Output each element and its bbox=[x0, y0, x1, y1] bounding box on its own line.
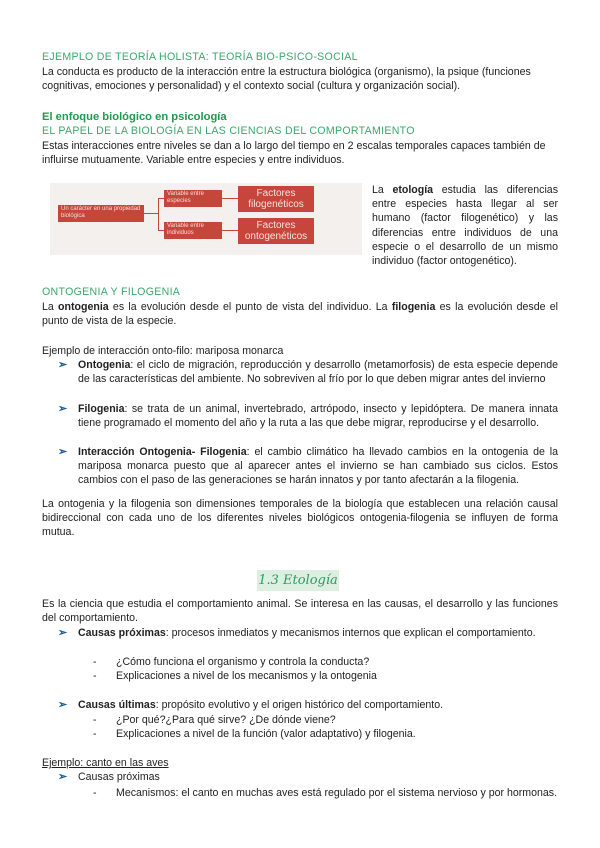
dash-bullet: - bbox=[93, 787, 97, 799]
diagram-onto-box: Factores ontogenéticos bbox=[238, 218, 314, 244]
dash-bullet: - bbox=[93, 728, 97, 740]
dash-bullet: - bbox=[93, 714, 97, 726]
etologia-heading: 1.3 Etología bbox=[257, 570, 339, 591]
etologia-intro: Es la ciencia que estudia el comportamiento animal. Se interesa en las causas, el desarrollo y las funciones del comportamiento. bbox=[42, 598, 558, 625]
proximate-sub-1: - ¿Cómo funciona el organismo y controla la conducta? bbox=[93, 656, 370, 668]
example-sub: - Mecanismos: el canto en muchas aves está regulado por el sistema nervioso y por hormonas. bbox=[93, 787, 558, 799]
bio-text: Estas interacciones entre niveles se dan a lo largo del tiempo en 2 escalas temporales capaces también de influirse mutuamente. Variable entre especies y entre individuos. bbox=[42, 140, 546, 167]
onto-example-title: Ejemplo de interacción onto-filo: mariposa monarca bbox=[42, 345, 284, 357]
onto-closing: La ontogenia y la filogenia son dimensiones temporales de la biología que establecen una relación causal bidireccional con cada uno de los diferentes niveles biológicos ontogenia-filogenia se influyen de forma mutua. bbox=[42, 498, 558, 539]
arrow-bullet-icon: ➢ bbox=[58, 403, 68, 415]
ultimate-sub-1: - ¿Por qué?¿Para qué sirve? ¿De dónde viene? bbox=[93, 714, 336, 726]
diagram-connector bbox=[158, 198, 159, 231]
diagram-mid-top-box: Variable entre especies bbox=[164, 190, 222, 207]
arrow-bullet-icon: ➢ bbox=[58, 446, 68, 458]
dash-bullet: - bbox=[93, 670, 97, 682]
arrow-bullet-icon: ➢ bbox=[58, 699, 68, 711]
holistic-text: La conducta es producto de la interacción entre la estructura biológica (organismo), la psique (funciones cognitivas, emociones y personalidad) y el contexto social (cultura y organización social). bbox=[42, 66, 531, 93]
onto-bullet-1: ➢ Ontogenia: el ciclo de migración, reproducción y desarrollo (metamorfosis) de esta especie depende de las características del ambiente. No sobreviven al frío por lo que deben migrar antes del invierno bbox=[58, 359, 558, 386]
bio-title: El enfoque biológico en psicología bbox=[42, 111, 227, 123]
diagram-mid-bottom-box: Variable entre individuos bbox=[164, 222, 222, 239]
arrow-bullet-icon: ➢ bbox=[58, 771, 68, 783]
onto-definition: La ontogenia es la evolución desde el punto de vista del individuo. La filogenia es la evolución desde el punto de vista de la especie. bbox=[42, 301, 558, 328]
holistic-title: EJEMPLO DE TEORÍA HOLISTA: TEORÍA BIO-PSICO-SOCIAL bbox=[42, 51, 358, 63]
dash-bullet: - bbox=[93, 656, 97, 668]
etologia-side-text: La etología estudia las diferencias entre especies hasta llegar al ser humano (factor filogenético) y las diferencias entre individuos de una especie o el desarrollo de un mismo individuo (factor ontogenético). bbox=[372, 184, 558, 268]
diagram-connector bbox=[222, 230, 238, 231]
arrow-bullet-icon: ➢ bbox=[58, 359, 68, 371]
bio-subtitle: EL PAPEL DE LA BIOLOGÍA EN LAS CIENCIAS DEL COMPORTAMIENTO bbox=[42, 125, 415, 137]
example-item: ➢ Causas próximas bbox=[58, 771, 160, 783]
phylo-onto-diagram bbox=[50, 183, 362, 255]
arrow-bullet-icon: ➢ bbox=[58, 627, 68, 639]
diagram-connector bbox=[222, 198, 238, 199]
proximate-sub-2: - Explicaciones a nivel de los mecanismos y la ontogenia bbox=[93, 670, 377, 682]
onto-bullet-2: ➢ Filogenia: se trata de un animal, invertebrado, artrópodo, insecto y lepidóptera. De manera innata tiene programado el momento del año y la ruta a las que debe migrar, reproducirse y el desarrollo. bbox=[58, 403, 558, 430]
onto-bullet-3: ➢ Interacción Ontogenia- Filogenia: el cambio climático ha llevado cambios en la ontogenia de la mariposa monarca puesto que al aparecer antes el invierno se han cambiado sus ciclos. Estos cambios con el paso de las generaciones se harán innatos y por tanto afectarán a la filogenia. bbox=[58, 446, 558, 487]
etologia-example-title: Ejemplo: canto en las aves bbox=[42, 757, 169, 769]
diagram-left-box: Un carácter en una propiedad biológica bbox=[58, 205, 144, 222]
diagram-phylo-box: Factores filogenéticos bbox=[238, 186, 314, 212]
onto-title: ONTOGENIA Y FILOGENIA bbox=[42, 286, 181, 298]
ultimate-causes-bullet: ➢ Causas últimas: propósito evolutivo y el origen histórico del comportamiento. bbox=[58, 699, 444, 711]
proximate-causes-bullet: ➢ Causas próximas: procesos inmediatos y mecanismos internos que explican el comportamiento. bbox=[58, 627, 536, 639]
ultimate-sub-2: - Explicaciones a nivel de la función (valor adaptativo) y filogenia. bbox=[93, 728, 416, 740]
diagram-connector bbox=[144, 213, 158, 214]
